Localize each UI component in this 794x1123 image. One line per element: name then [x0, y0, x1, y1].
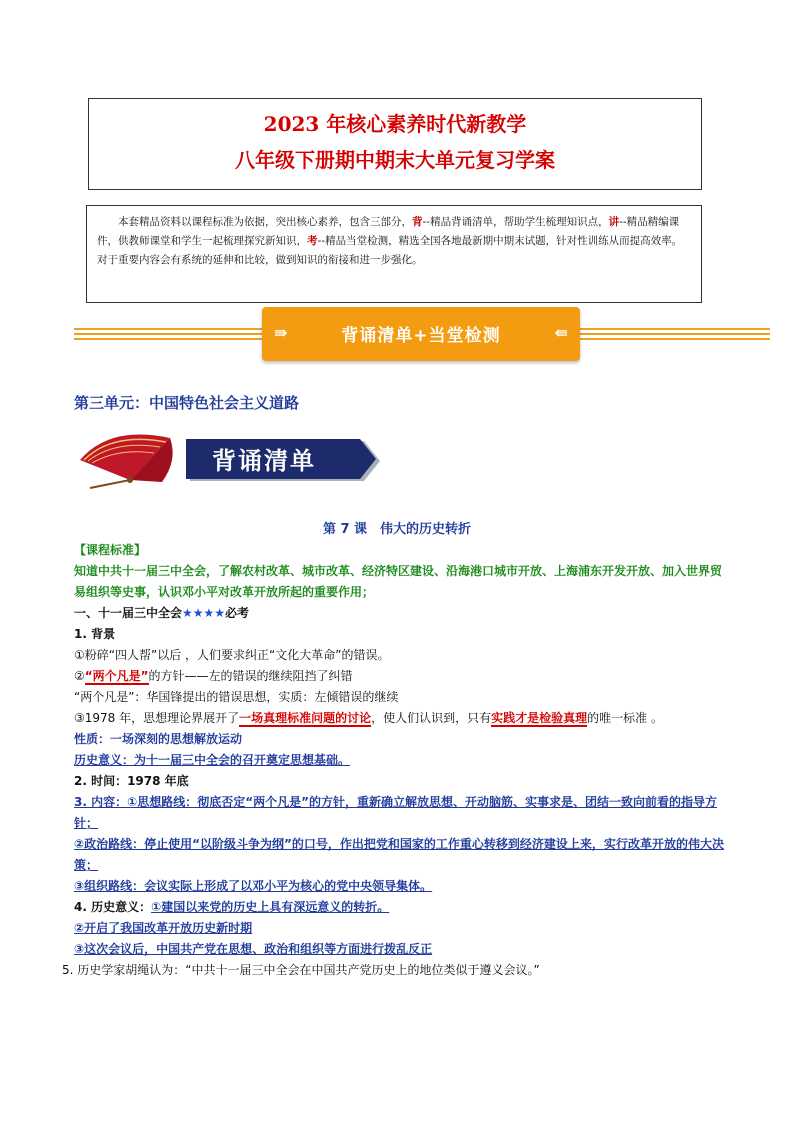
truth-debate: 一场真理标准问题的讨论	[239, 711, 372, 725]
main-title: 2023 年核心素养时代新教学	[263, 112, 527, 136]
sig-item-1: ①建国以来党的历史上具有深远意义的转折。	[151, 900, 390, 914]
significance-heading	[74, 897, 726, 918]
intro-text-a: 本套精品资料以课程标准为依据，突出核心素养，包含三部分，	[118, 216, 412, 228]
bg2-suffix: 的方针——左的错误的继续阻挡了纠错	[148, 669, 353, 683]
item-5: 5. 历史学家胡绳认为：“中共十一届三中全会在中国共产党历史上的地位类似于遵义会议。”	[62, 963, 540, 977]
intro-text-b: --精品背诵清单，帮助学生梳理知识点，	[422, 216, 609, 228]
bg4-c: ，使人们认识到，只有	[371, 711, 492, 725]
content-item-1: 3. 内容：①思想路线：彻底否定“两个凡是”的方针，重新确立解放思想、开动脑筋、实事求是、团结一致向前看的指导方针；	[74, 795, 718, 830]
banner-label: 背诵清单+当堂检测	[341, 326, 501, 346]
recite-label: 背诵清单	[212, 447, 316, 475]
fan-icon	[70, 430, 182, 490]
lesson-title: 第 7 课 伟大的历史转折	[322, 522, 472, 537]
standard-heading: 【课程标准】	[74, 543, 147, 557]
sig-item-3: ③这次会议后，中国共产党在思想、政治和组织等方面进行拨乱反正	[74, 942, 433, 956]
time-line: 2. 时间：1978 年底	[74, 774, 189, 788]
unit-title: 第三单元：中国特色社会主义道路	[74, 394, 300, 412]
sub-title: 八年级下册期中期末大单元复习学案	[235, 148, 555, 172]
star-rating-icon: ★★★★	[182, 606, 226, 620]
sig-item-2: ②开启了我国改革开放历史新时期	[74, 921, 253, 935]
section-heading	[74, 603, 726, 624]
background-item-3: “两个凡是”：华国锋提出的错误思想，实质：左倾错误的继续	[74, 690, 399, 704]
background-item-2	[74, 666, 726, 687]
section-heading-text: 一、十一届三中全会	[74, 606, 183, 620]
nature-line: 性质：一场深刻的思想解放运动	[74, 732, 243, 746]
intro-keyword-3: 考	[307, 235, 318, 247]
bg4-a: ③1978 年，思想理论界展开了	[74, 711, 240, 725]
background-item-4	[74, 708, 726, 729]
significance-line: 历史意义：为十一届三中全会的召开奠定思想基础。	[74, 753, 351, 767]
arrow-left-icon: ⇚	[554, 323, 568, 342]
background-item-1: ①粉碎“四人帮”以后 ，人们要求纠正“文化大革命”的错误。	[74, 648, 390, 662]
lesson-content	[62, 540, 726, 981]
standard-text: 知道中共十一届三中全会，了解农村改革、城市改革、经济特区建设、沿海港口城市开放、上海浦东开发开放、加入世界贸易组织等史事，认识邓小平对改革开放所起的重要作用；	[74, 564, 723, 599]
two-whatevers: “两个凡是”	[84, 669, 149, 683]
intro-text-d: --精品当堂检测，精选全国各地最新期中期末试题，针对性训练从而提高效率。对于重要内容会有系统的延伸和比较，做到知识的衔接和进一步强化。	[97, 235, 683, 266]
title-box	[88, 98, 702, 190]
intro-keyword-1: 背	[412, 216, 423, 228]
intro-keyword-2: 讲	[608, 216, 620, 228]
sig-label: 4. 历史意义：	[74, 900, 152, 914]
bg2-prefix: ②	[74, 669, 85, 683]
section-banner	[262, 307, 580, 361]
content-item-2: ②政治路线：停止使用“以阶级斗争为纲”的口号，作出把党和国家的工作重心转移到经济建设上来，实行改革开放的伟大决策；	[74, 837, 724, 872]
practice-truth: 实践才是检验真理	[491, 711, 588, 725]
background-heading: 1. 背景	[74, 627, 116, 641]
bg4-e: 的唯一标准 。	[587, 711, 663, 725]
content-item-3: ③组织路线：会议实际上形成了以邓小平为核心的党中央领导集体。	[74, 879, 433, 893]
arrow-right-icon: ⇛	[274, 323, 288, 342]
intro-box	[86, 205, 702, 303]
intro-text-c: --精品精编课件，供教师课堂和学生一起梳理探究新知识，	[97, 216, 680, 247]
must-test-label: 必考	[225, 606, 250, 620]
